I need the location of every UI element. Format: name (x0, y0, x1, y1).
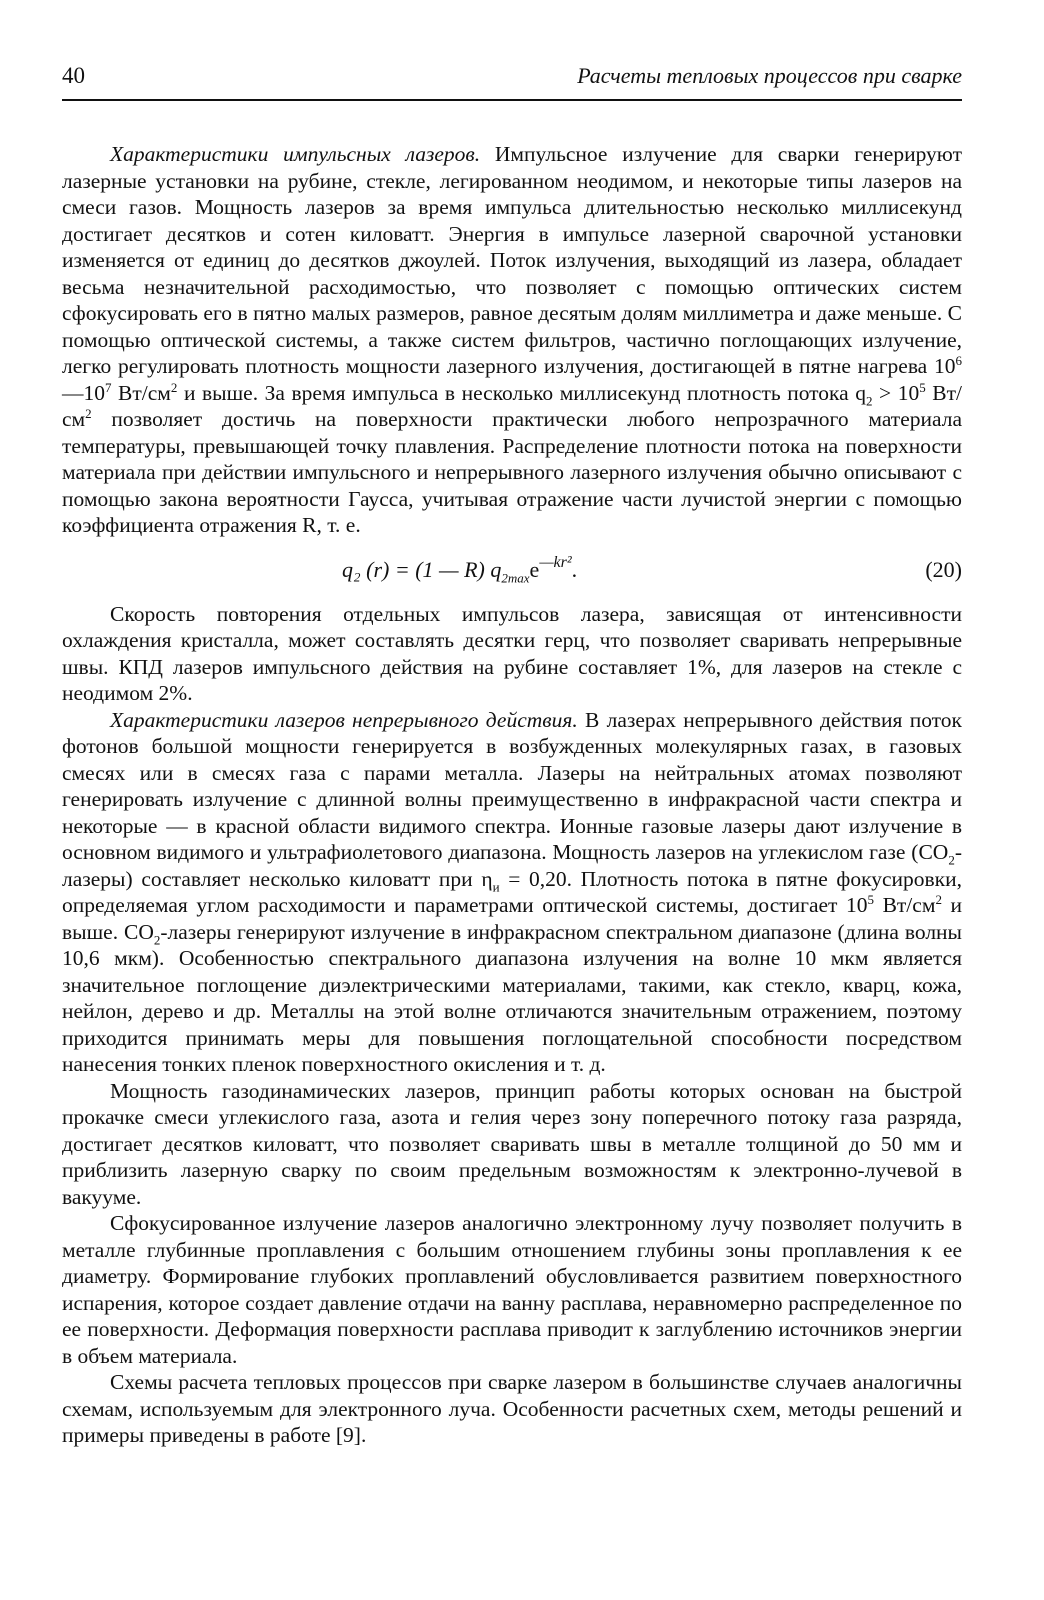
subscript: 2 (866, 392, 873, 408)
paragraph-pulsed-lasers (62, 141, 962, 539)
text-span: -лазеры) составляет несколько киловатт при η (62, 840, 962, 891)
subscript: 2 (153, 931, 161, 947)
paragraph-calculation-schemes: Схемы расчета тепловых процессов при сварке лазером в большинстве случаев аналогичны схемам, используемым для электронного луча. Особенности расчетных схем, методы решений и примеры приведены в работе [9]. (62, 1370, 962, 1447)
subscript: и (492, 878, 500, 894)
paragraph-repetition-rate: Скорость повторения отдельных импульсов лазера, зависящая от интенсивности охлаждения кристалла, может составлять десятки герц, что позволяет сваривать непрерывные швы. КПД лазеров импульсного действия на рубине составляет 1%, для лазеров на стекле с неодимом 2%. (62, 601, 962, 705)
section-title-continuous: Характеристики лазеров непрерывного действия. (110, 707, 578, 732)
text-span: -лазеры генерируют излучение в инфракрасном спектральном диапазоне (длина волны 10,6 мкм). Особенностью спектрального диапазона излучения на волне 10 мкм является значительное поглощение диэлектрическими материалами, такими, как стекло, кварц, кожа, нейлон, дерево и др. Металлы на этой волне отличаются значительным отражением, поэтому приходится принимать меры для повышения поглощательной способности посредством нанесения тонких пленок поверхностного окисления и т. д. (62, 919, 962, 1076)
formula-exponential: e (529, 556, 540, 582)
superscript: 6 (955, 352, 962, 368)
superscript: 7 (105, 379, 112, 395)
text-span: В лазерах непрерывного действия поток фотонов большой мощности генерируется в возбужденных молекулярных газах, в газовых смесях или в смесях газа с парами металла. Лазеры на нейтральных атомах позволяют генерировать излучение с длинной волны преимущественно в инфракрасной части спектра и некоторые — в красной области видимого спектра. Ионные газовые лазеры дают излучение в основном видимого и ультрафиолетового диапазона. Мощность лазеров на углекислом газе (CO (62, 707, 962, 864)
text-span: Импульсное излучение для сварки генерируют лазерные установки на рубине, стекле, легированном неодимом, и некоторые типы лазеров на смеси газов. Мощность лазеров за время импульса длительностью несколько миллисекунд достигает десятков и сотен киловатт. Энергия в импульсе лазерной сварочной установки изменяется от единиц до десятков джоулей. Поток излучения, выходящий из лазера, обладает весьма незначительной расходимостью, что позволяет с помощью оптических систем сфокусировать его в пятно малых размеров, равное десятым долям миллиметра и даже меньше. С помощью оптической системы, а также систем фильтров, частично поглощающих излучение, легко регулировать плотность мощности лазерного излучения, достигающей в пятне нагрева 10 (62, 142, 962, 378)
formula-exponent: —kr² (539, 553, 572, 571)
formula-period: . (571, 556, 578, 582)
text-span: —10 (62, 380, 105, 405)
superscript: 5 (919, 379, 926, 395)
text-span: Вт/см (62, 380, 962, 431)
formula-expression (342, 553, 578, 587)
subscript: 2 (948, 852, 955, 868)
page (62, 55, 962, 1449)
superscript: 5 (867, 891, 875, 907)
text-span: > 10 (872, 380, 920, 405)
body-text (62, 141, 962, 1449)
paragraph-gasdynamic-lasers: Мощность газодинамических лазеров, принцип работы которых основан на быстрой прокачке смеси углекислого газа, азота и гелия через зону поперечного потоку газа разряда, достигает десятков киловатт, что позволяет сваривать швы в металле толщиной до 50 мм и приблизить лазерную сварку по своим предельным возможностям к электронно-лучевой в вакууме. (62, 1078, 962, 1209)
text-span: Вт/см (111, 380, 171, 405)
paragraph-continuous-lasers (62, 707, 962, 1078)
text-span: и выше. CO (62, 893, 963, 944)
formula-20 (62, 545, 962, 595)
page-number: 40 (62, 63, 85, 88)
running-title: Расчеты тепловых процессов при сварке (577, 63, 962, 88)
section-title-pulsed: Характеристики импульсных лазеров. (110, 142, 481, 166)
superscript: 2 (170, 379, 178, 395)
text-span: Вт/см (874, 893, 936, 917)
text-span: и выше. За время импульса в несколько миллисекунд плотность потока q (177, 380, 866, 405)
formula-lhs: q₂ (r) = (1 — R) q (342, 556, 502, 582)
page-header (62, 55, 962, 101)
formula-number: (20) (925, 556, 962, 582)
text-span: = 0,20. Плотность потока в пятне фокусировки, определяемая углом расходимости и параметрами оптической системы, достигает 10 (62, 866, 962, 917)
formula-subscript: 2max (501, 569, 530, 585)
paragraph-deep-penetration: Сфокусированное излучение лазеров аналогично электронному лучу позволяет получить в металле глубинные проплавления с большим отношением глубины зоны проплавления к ее диаметру. Формирование глубоких проплавлений обусловливается развитием поверхностного испарения, которое создает давление отдачи на ванну расплава, неравномерно распределенное по ее поверхности. Деформация поверхности расплава приводит к заглублению источников энергии в объем материала. (62, 1211, 962, 1368)
text-span: позволяет достичь на поверхности практически любого непрозрачного материала температуры, превышающей точку плавления. Распределение плотности потока на поверхности материала при действии импульсного и непрерывного лазерного излучения обычно описывают с помощью закона вероятности Гаусса, учитывая отражение части лучистой энергии с помощью коэффициента отражения R, т. е. (62, 407, 962, 537)
superscript: 2 (85, 405, 92, 421)
superscript: 2 (935, 891, 942, 907)
